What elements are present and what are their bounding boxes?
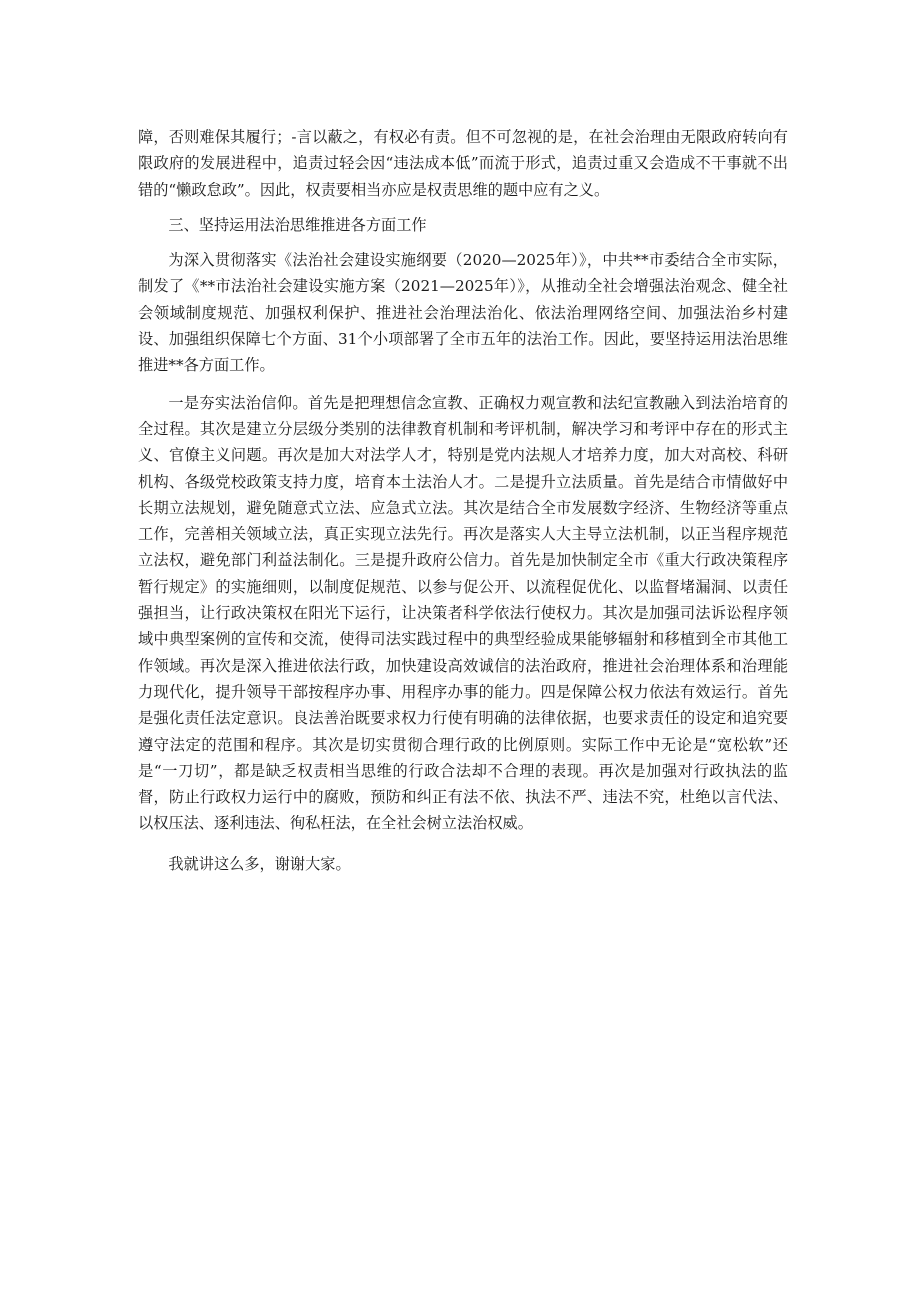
- document-body: [138, 124, 788, 877]
- paragraph-measures: 一是夯实法治信仰。首先是把理想信念宣教、正确权力观宣教和法纪宣教融入到法治培育的全过程。其次是建立分层级分类别的法律教育机制和考评机制，解决学习和考评中存在的形式主义、官僚主义问题。再次是加大对法学人才，特别是党内法规人才培养力度，加大对高校、科研机构、各级党校政策支持力度，培育本土法治人才。二是提升立法质量。首先是结合市情做好中长期立法规划，避免随意式立法、应急式立法。其次是结合全市发展数字经济、生物经济等重点工作，完善相关领域立法，真正实现立法先行。再次是落实人大主导立法机制，以正当程序规范立法权，避免部门利益法制化。三是提升政府公信力。首先是加快制定全市《重大行政决策程序暂行规定》的实施细则，以制度促规范、以参与促公开、以流程促优化、以监督堵漏洞、以责任强担当，让行政决策权在阳光下运行，让决策者科学依法行使权力。其次是加强司法诉讼程序领域中典型案例的宣传和交流，使得司法实践过程中的典型经验成果能够辐射和移植到全市其他工作领域。再次是深入推进依法行政，加快建设高效诚信的法治政府，推进社会治理体系和治理能力现代化，提升领导干部按程序办事、用程序办事的能力。四是保障公权力依法有效运行。首先是强化责任法定意识。良法善治既要求权力行使有明确的法律依据，也要求责任的设定和追究要遵守法定的范围和程序。其次是切实贯彻合理行政的比例原则。实际工作中无论是“宽松软”还是“一刀切”，都是缺乏权责相当思维的行政合法却不合理的表现。再次是加强对行政执法的监督，防止行政权力运行中的腐败，预防和纠正有法不依、执法不严、违法不究，杜绝以言代法、以权压法、逐利违法、徇私枉法，在全社会树立法治权威。: [138, 393, 788, 833]
- paragraph-intro: 为深入贯彻落实《法治社会建设实施纲要（2020—2025年）》，中共**市委结合全市实际，制发了《**市法治社会建设实施方案（2021—2025年）》，从推动全社会增强法治观念、健全社会领域制度规范、加强权利保护、推进社会治理法治化、依法治理网络空间、加强法治乡村建设、加强组织保障七个方面、31个小项部署了全市五年的法治工作。因此，要坚持运用法治思维推进**各方面工作。: [138, 251, 788, 375]
- paragraph-continued: 障，否则难保其履行；-言以蔽之，有权必有责。但不可忽视的是，在社会治理由无限政府转向有限政府的发展进程中，追责过轻会因“违法成本低”而流于形式，追责过重又会造成不干事就不出错的“懒政怠政”。因此，权责要相当亦应是权责思维的题中应有之义。: [138, 128, 788, 199]
- section-heading: 三、坚持运用法治思维推进各方面工作: [168, 215, 427, 234]
- closing-remark: 我就讲这么多，谢谢大家。: [168, 854, 351, 873]
